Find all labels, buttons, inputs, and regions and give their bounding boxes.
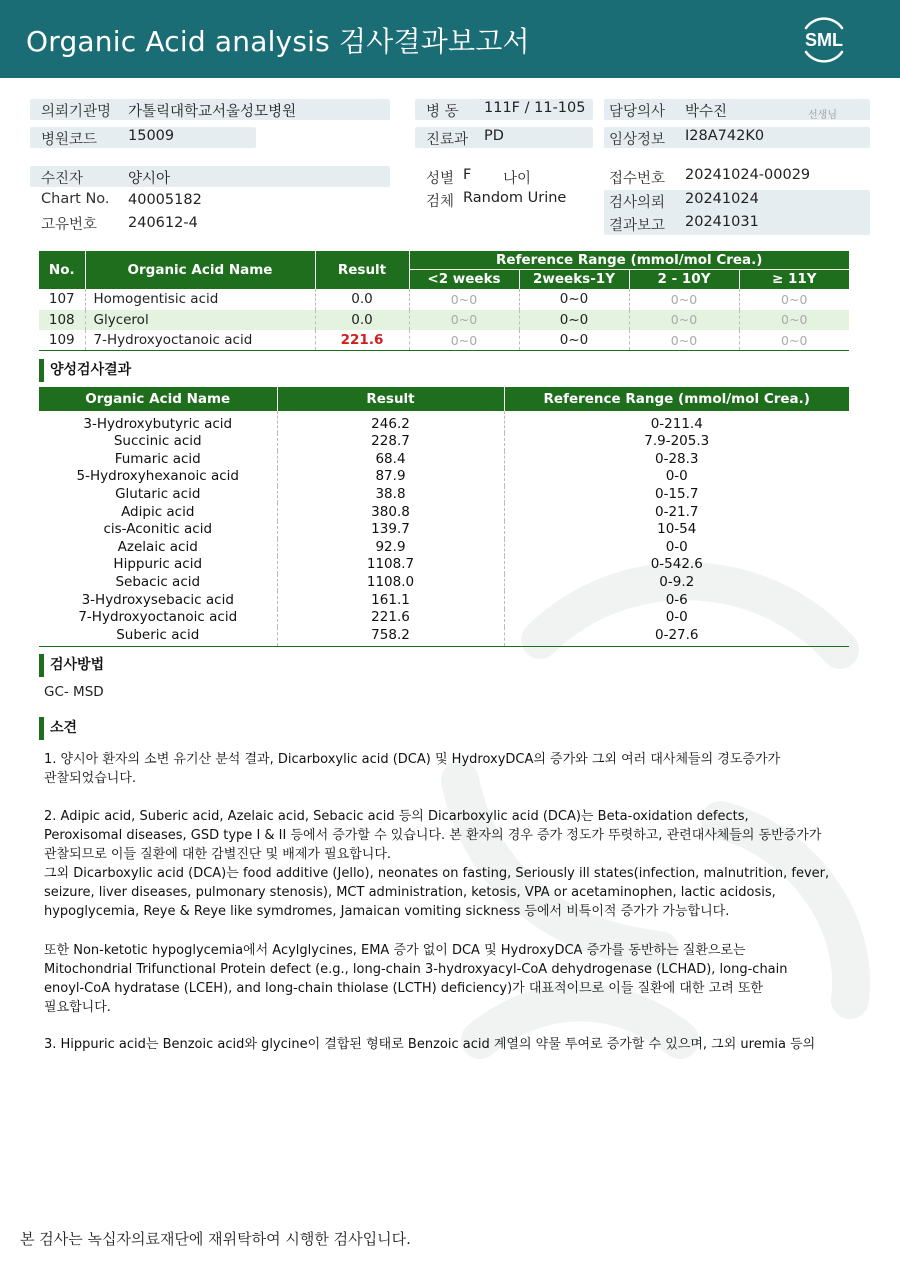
col-header-name: Organic Acid Name [85,251,315,289]
row-result: 221.6 [277,609,504,627]
logo-text: SML [805,30,843,50]
row-name: Homogentisic acid [85,289,315,310]
row-ref: 0~0 [739,310,849,331]
positive-results-table [39,387,849,647]
sex-label: 성별 [426,171,455,187]
ward-value: 111F / 11-105 [484,100,586,116]
row-ref: 0~0 [409,289,519,310]
positive-results-body [39,411,849,646]
row-name: 7-Hydroxyoctanoic acid [39,609,277,627]
row-name: cis-Aconitic acid [39,521,277,539]
row-result: 38.8 [277,486,504,504]
table-row [39,468,849,486]
findings-line: 관찰되므로 이들 질환에 대한 감별진단 및 배제가 필요합니다. [44,847,392,862]
row-name: Glutaric acid [39,486,277,504]
report-title: Organic Acid analysis 검사결과보고서 [26,25,530,58]
row-result: 87.9 [277,468,504,486]
col-header-reference: Reference Range (mmol/mol Crea.) [409,251,849,269]
row-ref: 0~0 [409,310,519,331]
row-result: 380.8 [277,503,504,521]
col-header-reference: Reference Range (mmol/mol Crea.) [504,387,849,411]
row-name: 7-Hydroxyoctanoic acid [85,330,315,351]
table-row [39,310,849,331]
row-reference: 0-211.4 [650,416,703,432]
institution-label: 의뢰기관명 [41,104,112,120]
findings-line: hypoglycemia, Reye & Reye like symdromes, Jamaican vomiting sickness 등에서 비특이적 증가가 가능합니다. [44,904,730,919]
uid-label: 고유번호 [41,217,98,233]
findings-line: 그외 Dicarboxylic acid (DCA)는 food additive (Jello), neonates on fasting, Seriously ill states(infection, malnutrition, fever, [44,866,830,881]
findings-section-title: 소견 [39,717,77,740]
findings-line: Mitochondrial Trifunctional Protein defect (e.g., long-chain 3-hydroxyacyl-CoA dehydrogenase (LCHAD), long-chain [44,962,788,977]
findings-line: 2. Adipic acid, Suberic acid, Azelaic acid, Sebacic acid 등의 Dicarboxylic acid (DCA)는 Beta-oxidation defects, [44,809,749,824]
findings-line: seizure, liver diseases, pulmonary stenosis), MCT administration, ketosis, VPA or acetaminophen, lactic acidosis, [44,885,776,900]
row-no: 108 [39,310,85,331]
findings-line: 또한 Non-ketotic hypoglycemia에서 Acylglycines, EMA 증가 없이 DCA 및 HydroxyDCA 증가를 동반하는 질환으로는 [44,943,746,958]
row-reference: 0-15.7 [654,486,699,503]
row-name: Succinic acid [39,433,277,451]
row-result: 228.7 [277,433,504,451]
table-row [39,591,849,609]
table-row [39,539,849,557]
row-name: Sebacic acid [39,574,277,592]
row-result: 139.7 [277,521,504,539]
findings-paragraph-4 [44,1035,844,1054]
row-reference: 0-542.6 [650,556,703,573]
request-value: 20241024 [685,191,759,207]
footer-note: 본 검사는 녹십자의료재단에 재위탁하여 시행한 검사입니다. [20,1230,411,1248]
table-row [39,451,849,469]
ward-label: 병 동 [426,104,459,120]
hospital-code-value: 15009 [128,128,175,144]
table-row [39,411,849,433]
row-reference: 7.9-205.3 [644,433,710,450]
specimen-label: 검체 [426,194,455,210]
row-name: Glycerol [85,310,315,331]
institution-value: 가톨릭대학교서울성모병원 [128,104,297,120]
row-result: 758.2 [277,627,504,647]
method-text: GC- MSD [44,684,104,700]
row-reference: 0-27.6 [504,627,849,647]
report-header [0,0,900,78]
specimen-value: Random Urine [463,190,567,206]
findings-line: 관찰되었습니다. [44,771,137,786]
row-result: 0.0 [315,310,409,331]
age-label: 나이 [503,171,532,187]
row-result: 1108.0 [277,574,504,592]
department-value: PD [484,128,504,144]
row-reference: 0-28.3 [654,450,699,467]
col-header-result: Result [277,387,504,411]
findings-line: 필요합니다. [44,1000,111,1015]
row-result: 161.1 [277,591,504,609]
findings-line: enoyl-CoA hydratase (LCEH), and long-chain thiolase (LCTH) deficiency)가 대표적이므로 이들 질환에 대한 고려 또한 [44,981,763,996]
row-ref: 0~0 [629,289,739,310]
table-row [39,330,849,351]
clinical-value: I28A742K0 [685,128,765,144]
hospital-code-label: 병원코드 [41,132,98,148]
row-result-abnormal: 221.6 [315,330,409,351]
row-no: 107 [39,289,85,310]
findings-paragraph-2 [44,807,844,921]
col-header-no: No. [39,251,85,289]
row-result: 1108.7 [277,556,504,574]
row-reference: 0-9.2 [659,574,695,591]
method-section-title: 검사방법 [39,654,104,677]
row-name: 5-Hydroxyhexanoic acid [39,468,277,486]
row-ref: 0~0 [629,330,739,351]
row-name: 3-Hydroxysebacic acid [39,591,277,609]
findings-line: Peroxisomal diseases, GSD type I & II 등에서 증가할 수 있습니다. 본 환자의 경우 증가 정도가 뚜렷하고, 관련대사체들의 동반증가가 [44,828,822,843]
row-ref: 0~0 [519,330,629,351]
doctor-value: 박수진 [685,104,728,120]
row-name: Fumaric acid [39,451,277,469]
row-reference: 0-6 [665,591,688,608]
col-header-range-lt2w: <2 weeks [409,269,519,289]
patient-value: 양시아 [128,171,171,187]
report-value: 20241031 [685,214,759,230]
patient-box [30,166,390,187]
sex-value: F [463,167,472,183]
receipt-label: 접수번호 [609,171,666,187]
row-reference: 0-21.7 [654,503,699,520]
row-name: Adipic acid [39,503,277,521]
patient-label: 수진자 [41,171,84,187]
table-row [39,521,849,539]
results-table [39,251,849,351]
positive-section-title: 양성검사결과 [39,359,131,382]
chart-value: 40005182 [128,192,202,208]
table-row [39,627,849,647]
row-result: 92.9 [277,539,504,557]
row-ref: 0~0 [739,330,849,351]
sml-logo [796,14,852,66]
col-header-range-2w1y: 2weeks-1Y [519,269,629,289]
col-header-range-ge11y: ≥ 11Y [739,269,849,289]
receipt-value: 20241024-00029 [685,167,811,183]
row-result: 0.0 [315,289,409,310]
table-row [39,433,849,451]
table-row [39,574,849,592]
department-label: 진료과 [426,132,469,148]
doctor-suffix: 선생님 [808,110,837,121]
table-row [39,289,849,310]
row-reference: 0-0 [665,468,688,485]
row-reference: 0-0 [665,538,688,555]
findings-paragraph-3 [44,941,844,1017]
row-name: Azelaic acid [39,539,277,557]
table-row [39,486,849,504]
row-ref: 0~0 [409,330,519,351]
findings-line: 3. Hippuric acid는 Benzoic acid와 glycine이 결합된 형태로 Benzoic acid 계열의 약물 투여로 증가할 수 있으며, 그외 uremia 등의 [44,1037,816,1052]
row-name: Suberic acid [39,627,277,647]
row-reference: 10-54 [657,521,697,538]
uid-value: 240612-4 [128,215,198,231]
chart-label: Chart No. [41,191,110,207]
col-header-range-2-10y: 2 - 10Y [629,269,739,289]
findings-paragraph-1 [44,750,844,788]
table-row [39,609,849,627]
findings-line: 1. 양시아 환자의 소변 유기산 분석 결과, Dicarboxylic acid (DCA) 및 HydroxyDCA의 증가와 그외 여러 대사체들의 경도증가가 [44,752,781,767]
request-label: 검사의뢰 [609,195,666,211]
row-result: 246.2 [277,411,504,433]
table-row [39,503,849,521]
table-row [39,556,849,574]
row-ref: 0~0 [519,289,629,310]
row-ref: 0~0 [781,291,808,307]
row-name: Hippuric acid [39,556,277,574]
row-name: 3-Hydroxybutyric acid [39,411,277,433]
row-ref: 0~0 [629,310,739,331]
row-reference: 0-0 [665,609,688,626]
report-label: 결과보고 [609,218,666,234]
row-ref: 0~0 [519,310,629,331]
row-result: 68.4 [277,451,504,469]
clinical-label: 임상정보 [609,132,666,148]
doctor-label: 담당의사 [609,104,666,120]
col-header-name: Organic Acid Name [39,387,277,411]
row-no: 109 [39,330,85,351]
col-header-result: Result [315,251,409,289]
